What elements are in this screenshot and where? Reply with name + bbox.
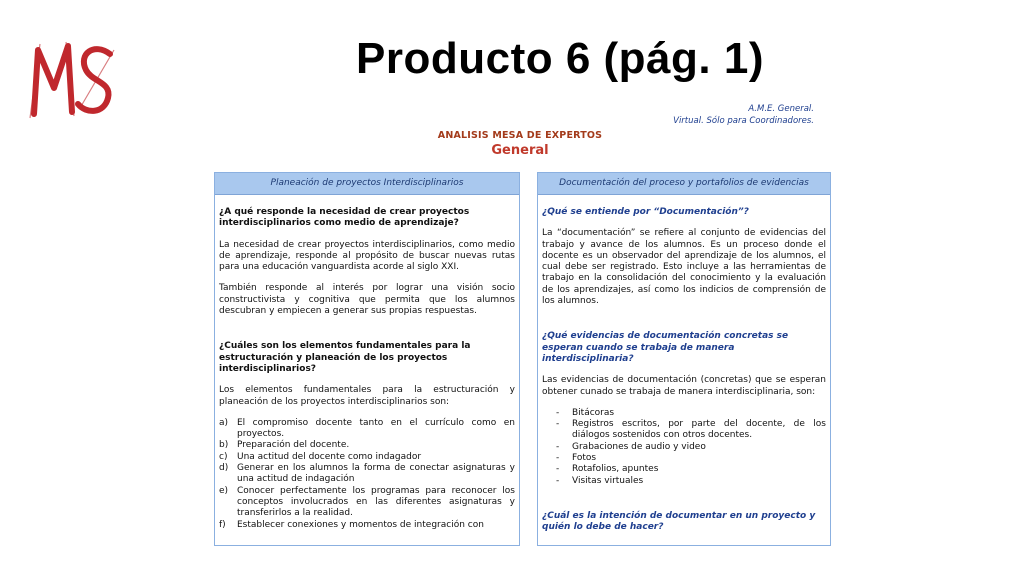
planning-answer-3: Los elementos fundamentales para la estructuración y planeación de los proyectos interdisciplinarios son: — [219, 385, 515, 407]
list-item — [219, 418, 515, 441]
list-text: El compromiso docente tanto en el currículo como en proyectos. — [237, 417, 515, 440]
list-item — [556, 442, 826, 453]
list-marker: e) — [219, 485, 229, 496]
list-marker: - — [556, 453, 560, 464]
document-heading-subtitle: General — [491, 143, 549, 158]
documentation-column-body — [538, 195, 830, 534]
document-heading-title: ANALISIS MESA DE EXPERTOS — [437, 130, 603, 141]
list-marker: - — [556, 475, 560, 486]
document-heading — [420, 130, 620, 158]
list-item — [556, 464, 826, 475]
meta-line-1: A.M.E. General. — [748, 104, 814, 114]
list-text: Conocer perfectamente los programas para reconocer los conceptos involucrados en las diferentes asignaturas y transferirlos a la realidad. — [237, 485, 515, 519]
list-marker: f) — [219, 519, 226, 530]
list-item — [219, 452, 515, 463]
list-text: Generar en los alumnos la forma de conectar asignaturas y una actitud de indagación — [237, 463, 515, 485]
list-text: Grabaciones de audio y video — [572, 441, 706, 452]
list-item — [219, 440, 515, 451]
documentation-question-2: ¿Qué evidencias de documentación concretas se esperan cuando se trabaja de manera interdisciplinaria? — [542, 331, 789, 364]
planning-question-2: ¿Cuáles son los elementos fundamentales para la estructuración y planeación de los proyectos interdisciplinarios? — [219, 341, 471, 374]
documentation-answer-2: Las evidencias de documentación (concretas) que se esperan obtener cunado se trabaja de manera interdisciplinaria, son: — [542, 375, 826, 397]
planning-column — [214, 172, 520, 546]
list-text: Preparación del docente. — [237, 440, 350, 451]
planning-answer-1: La necesidad de crear proyectos interdisciplinarios, como medio de aprendizaje, responde al propósito de buscar nuevas rutas para una educación vanguardista acorde al siglo XXI. — [219, 239, 515, 273]
list-marker: - — [556, 407, 560, 418]
list-text: Bitácoras — [572, 407, 615, 418]
list-marker: a) — [219, 417, 229, 428]
planning-question-1: ¿A qué responde la necesidad de crear proyectos interdisciplinarios como medio de aprendizaje? — [219, 207, 470, 229]
planning-elements-list — [219, 418, 515, 531]
documentation-question-3: ¿Cuál es la intención de documentar en un proyecto y quién lo debe de hacer? — [542, 510, 816, 533]
list-text: Establecer conexiones y momentos de integración con — [237, 519, 484, 530]
evidence-list — [542, 408, 826, 487]
list-marker: - — [556, 419, 560, 430]
list-text: Fotos — [572, 453, 597, 464]
meta-line-2: Virtual. Sólo para Coordinadores. — [673, 116, 814, 126]
list-item — [556, 453, 826, 464]
list-item — [556, 419, 826, 442]
planning-answer-2: También responde al interés por lograr una visión socio constructivista y cognitiva que permita que los alumnos descubran y empiecen a generar sus propias respuestas. — [219, 283, 515, 317]
list-marker: d) — [219, 463, 229, 474]
list-marker: - — [556, 441, 560, 452]
list-marker: - — [556, 464, 560, 475]
brand-logo — [28, 34, 120, 124]
planning-column-body — [215, 195, 519, 531]
list-item — [556, 408, 826, 419]
list-marker: b) — [219, 440, 229, 451]
list-marker: c) — [219, 451, 228, 462]
documentation-answer-1: La “documentación” se refiere al conjunto de evidencias del trabajo y avance de los alumnos. Es un proceso donde el docente es un observador del aprendizaje de los alumnos, el cual debe ser registrado. Esto incluye a las herramientas de trabajo en la consolidación del conocimiento y la evaluación de los aprendizajes, así como los indicios de comprensión de los alumnos. — [542, 228, 826, 307]
documentation-column — [537, 172, 831, 546]
list-item — [219, 486, 515, 520]
documentation-question-1: ¿Qué se entiende por “Documentación”? — [542, 207, 749, 217]
document-meta — [673, 103, 814, 127]
list-text: Visitas virtuales — [572, 475, 644, 486]
list-item — [556, 476, 826, 487]
list-text: Una actitud del docente como indagador — [237, 451, 422, 462]
list-text: Rotafolios, apuntes — [572, 464, 659, 475]
list-text: Registros escritos, por parte del docente, de los diálogos sostenidos con otros docentes. — [572, 419, 826, 441]
documentation-column-header: Documentación del proceso y portafolios de evidencias — [538, 173, 830, 195]
list-item — [219, 520, 515, 531]
list-item — [219, 463, 515, 486]
slide-title: Producto 6 (pág. 1) — [356, 34, 764, 83]
planning-column-header: Planeación de proyectos Interdisciplinarios — [215, 173, 519, 195]
